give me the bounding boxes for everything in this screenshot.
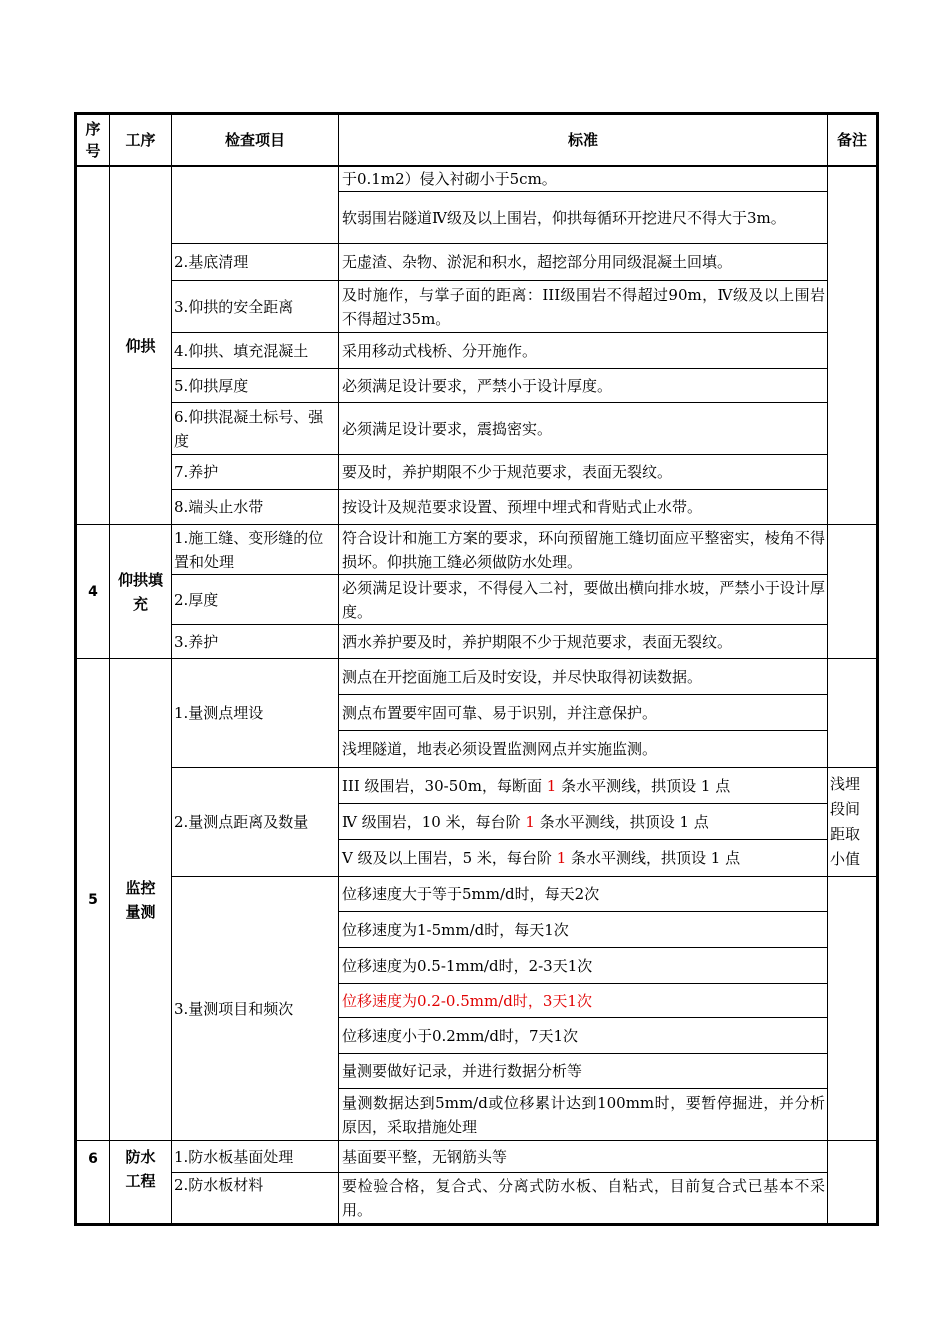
check-item: 2.基底清理 [172, 244, 339, 281]
standard-text: Ⅴ 级及以上围岩，5 米，每台阶 [342, 849, 552, 867]
table-row [76, 166, 878, 192]
note-cell [828, 659, 878, 768]
check-item: 7.养护 [172, 455, 339, 490]
standard-cell: 必须满足设计要求，震捣密实。 [339, 403, 828, 455]
note-cell [828, 877, 878, 1141]
standard-cell: 基面要平整，无钢筋头等 [339, 1141, 828, 1173]
table-row [76, 1141, 878, 1173]
table-row [76, 455, 878, 490]
check-item: 3.量测项目和频次 [172, 877, 339, 1141]
table-row [76, 244, 878, 281]
standard-cell: 位移速度为1-5mm/d时，每天1次 [339, 912, 828, 948]
standard-cell: 要检验合格，复合式、分离式防水板、自粘式，目前复合式已基本不采用。 [339, 1173, 828, 1225]
standard-cell: 软弱围岩隧道Ⅳ级及以上围岩，仰拱每循环开挖进尺不得大于3m。 [339, 192, 828, 244]
standard-cell: 要及时，养护期限不少于规范要求，表面无裂纹。 [339, 455, 828, 490]
check-item: 5.仰拱厚度 [172, 369, 339, 403]
table-row [76, 333, 878, 369]
header-row [76, 114, 878, 167]
standard-cell: 位移速度小于0.2mm/d时，7天1次 [339, 1018, 828, 1054]
standard-text: Ⅳ 级围岩，10 米，每台阶 [342, 812, 521, 831]
standard-cell: 位移速度为0.5-1mm/d时，2-3天1次 [339, 948, 828, 984]
note-cell [828, 525, 878, 659]
check-item: 6.仰拱混凝土标号、强度 [172, 403, 339, 455]
note-cell [828, 1141, 878, 1225]
red-number: 1 [546, 776, 557, 795]
check-item: 2.厚度 [172, 575, 339, 625]
note-cell [828, 166, 878, 525]
standard-cell: 按设计及规范要求设置、预埋中埋式和背贴式止水带。 [339, 490, 828, 525]
check-item: 3.养护 [172, 625, 339, 659]
table-row [76, 403, 878, 455]
header-note: 备注 [828, 114, 878, 167]
process-monitoring: 监控量测 [110, 659, 172, 1141]
process-inverted-arch: 仰拱 [110, 166, 172, 525]
row-num-5: 5 [76, 659, 110, 1141]
table-row [76, 369, 878, 403]
table-row [76, 768, 878, 804]
table-row [76, 281, 878, 333]
standard-cell [339, 840, 828, 877]
header-num: 序 号 [76, 114, 110, 167]
note-shallow-buried: 浅埋段间距取小值 [828, 768, 878, 877]
table-row [76, 525, 878, 575]
standard-cell [339, 804, 828, 840]
check-item: 1.施工缝、变形缝的位置和处理 [172, 525, 339, 575]
check-item: 2.量测点距离及数量 [172, 768, 339, 877]
process-fill: 仰拱填充 [110, 525, 172, 659]
standard-text: 条水平测线，拱顶设 1 点 [539, 812, 709, 831]
check-item: 1.量测点埋设 [172, 659, 339, 768]
check-item: 8.端头止水带 [172, 490, 339, 525]
table-row [76, 877, 878, 912]
standard-cell: 必须满足设计要求，不得侵入二衬，要做出横向排水坡，严禁小于设计厚度。 [339, 575, 828, 625]
table-row [76, 490, 878, 525]
check-item [172, 166, 339, 244]
header-process: 工序 [110, 114, 172, 167]
standard-text: 条水平测线，拱顶设 1 点 [561, 776, 731, 795]
table-row [76, 1173, 878, 1225]
standard-text: III 级围岩，30-50m，每断面 [342, 776, 543, 795]
standard-cell [339, 768, 828, 804]
standard-cell: 位移速度大于等于5mm/d时，每天2次 [339, 877, 828, 912]
row-num-empty [76, 166, 110, 525]
standard-cell: 洒水养护要及时，养护期限不少于规范要求，表面无裂纹。 [339, 625, 828, 659]
check-item: 2.防水板材料 [172, 1173, 339, 1225]
row-num-4: 4 [76, 525, 110, 659]
process-waterproofing: 防水工程 [110, 1141, 172, 1225]
table-row [76, 575, 878, 625]
standard-cell: 浅埋隧道，地表必须设置监测网点并实施监测。 [339, 731, 828, 768]
standard-cell: 测点在开挖面施工后及时安设，并尽快取得初读数据。 [339, 659, 828, 695]
red-number: 1 [525, 812, 535, 831]
standard-cell: 必须满足设计要求，严禁小于设计厚度。 [339, 369, 828, 403]
standard-cell: 符合设计和施工方案的要求，环向预留施工缝切面应平整密实，棱角不得损坏。仰拱施工缝必须做防水处理。 [339, 525, 828, 575]
row-num-6: 6 [76, 1141, 110, 1225]
table-row [76, 625, 878, 659]
standard-cell: 测点布置要牢固可靠、易于识别，并注意保护。 [339, 695, 828, 731]
check-item: 4.仰拱、填充混凝土 [172, 333, 339, 369]
standard-cell: 量测数据达到5mm/d或位移累计达到100mm时，要暂停掘进，并分析原因，采取措施处理 [339, 1089, 828, 1141]
check-item: 1.防水板基面处理 [172, 1141, 339, 1173]
standard-text: 条水平测线，拱顶设 1 点 [571, 849, 741, 867]
standard-cell: 量测要做好记录，并进行数据分析等 [339, 1054, 828, 1089]
header-item: 检查项目 [172, 114, 339, 167]
table-row [76, 659, 878, 695]
inspection-table-page [74, 112, 876, 1226]
header-standard: 标准 [339, 114, 828, 167]
inspection-table [74, 112, 879, 1226]
standard-cell: 无虚渣、杂物、淤泥和积水，超挖部分用同级混凝土回填。 [339, 244, 828, 281]
red-number: 1 [556, 849, 567, 867]
standard-cell: 采用移动式栈桥、分开施作。 [339, 333, 828, 369]
standard-cell: 于0.1m2）侵入衬砌小于5cm。 [339, 166, 828, 192]
standard-cell-highlighted: 位移速度为0.2-0.5mm/d时，3天1次 [339, 984, 828, 1018]
standard-cell: 及时施作，与掌子面的距离：III级围岩不得超过90m，Ⅳ级及以上围岩不得超过35m。 [339, 281, 828, 333]
check-item: 3.仰拱的安全距离 [172, 281, 339, 333]
